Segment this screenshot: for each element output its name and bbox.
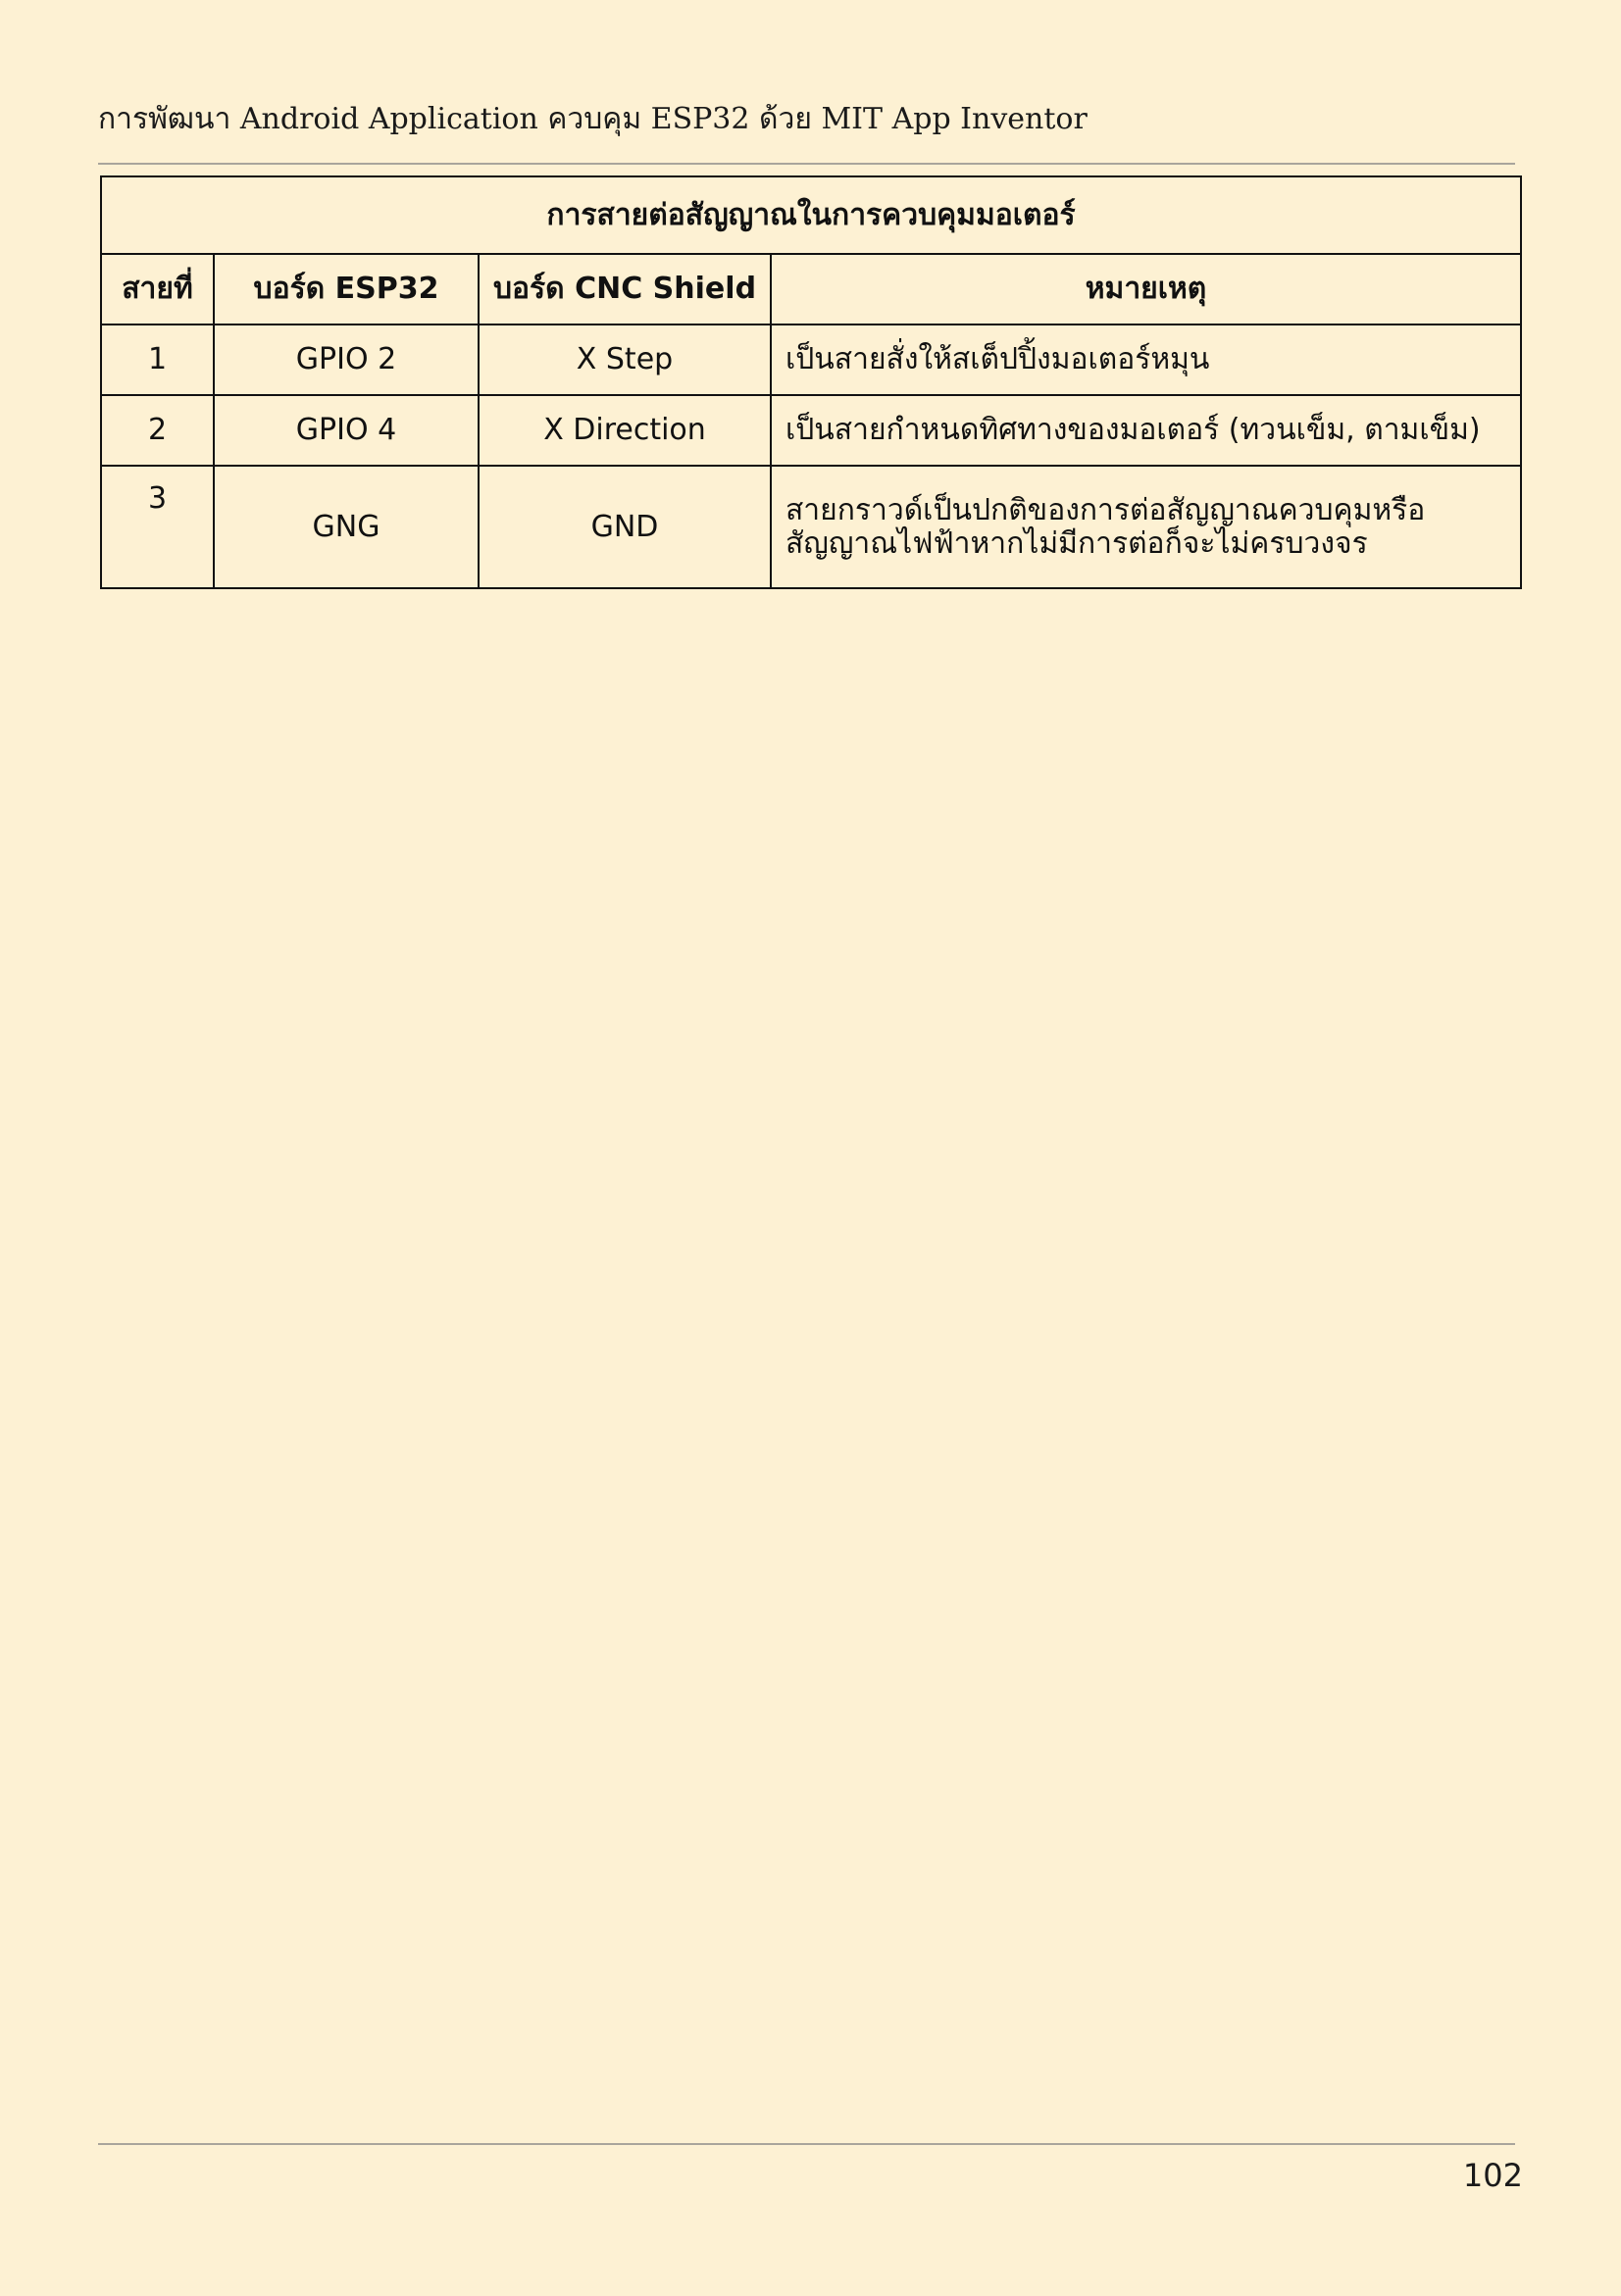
running-header: การพัฒนา Android Application ควบคุม ESP32 ด้วย MIT App Inventor bbox=[98, 102, 1088, 136]
cell-cnc-pin: X Direction bbox=[479, 395, 771, 466]
cell-note: เป็นสายกำหนดทิศทางของมอเตอร์ (ทวนเข็ม, ตามเข็ม) bbox=[771, 395, 1521, 466]
table-row bbox=[101, 395, 1521, 466]
table-caption: การสายต่อสัญญาณในการควบคุมมอเตอร์ bbox=[101, 176, 1521, 254]
cell-esp32-pin: GPIO 4 bbox=[214, 395, 479, 466]
table-header-row bbox=[101, 254, 1521, 324]
cell-wire-no: 2 bbox=[101, 395, 214, 466]
cell-wire-no: 3 bbox=[101, 466, 214, 588]
column-header-esp32: บอร์ด ESP32 bbox=[214, 254, 479, 324]
cell-esp32-pin: GNG bbox=[214, 466, 479, 588]
signal-wiring-table bbox=[100, 175, 1522, 589]
header-divider bbox=[98, 163, 1515, 165]
column-header-note: หมายเหตุ bbox=[771, 254, 1521, 324]
cell-esp32-pin: GPIO 2 bbox=[214, 324, 479, 395]
column-header-wire-no: สายที่ bbox=[101, 254, 214, 324]
table-caption-row bbox=[101, 176, 1521, 254]
cell-cnc-pin: X Step bbox=[479, 324, 771, 395]
cell-wire-no: 1 bbox=[101, 324, 214, 395]
column-header-cnc-shield: บอร์ด CNC Shield bbox=[479, 254, 771, 324]
cell-note: สายกราวด์เป็นปกติของการต่อสัญญาณควบคุมหรือสัญญาณไฟฟ้าหากไม่มีการต่อก็จะไม่ครบวงจร bbox=[771, 466, 1521, 588]
table-row bbox=[101, 324, 1521, 395]
cell-note: เป็นสายสั่งให้สเต็ปปิ้งมอเตอร์หมุน bbox=[771, 324, 1521, 395]
table-row bbox=[101, 466, 1521, 588]
cell-cnc-pin: GND bbox=[479, 466, 771, 588]
footer-divider bbox=[98, 2143, 1515, 2145]
page-number: 102 bbox=[1462, 2157, 1523, 2194]
